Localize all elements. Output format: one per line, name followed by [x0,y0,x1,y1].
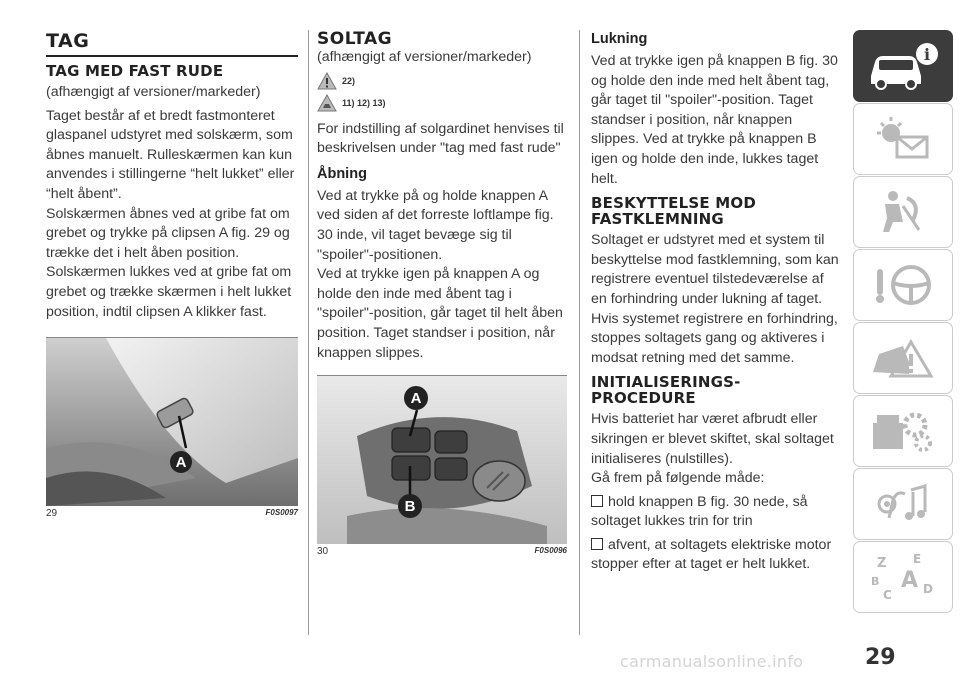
callout-b-label: B [404,497,416,515]
step-text: afvent, at soltagets elektriske motor stopper efter at taget er helt lukket. [591,536,832,573]
car-accident-icon [863,332,943,384]
opening-text: Ved at trykke på og holde knappen A ved siden af det forreste loftlampe fig. 30 inde, vil taget bevæge sig til "spoiler"-positionen. Ved at trykke igen på knappen A og holde den inde med åbent tag i "spoiler"-position, går taget til helt åben position. Taget standser i position, når knappen slippes. [317,187,563,361]
multimedia-icon [863,478,943,530]
note-hand-icon [317,94,337,112]
figure-30-image [317,375,567,544]
warning-ref-label: 22) [342,75,356,86]
checkbox-icon [591,538,603,550]
note-ref-1 [317,92,567,114]
tab-car-info[interactable] [853,30,953,102]
figure-number: 29 [46,508,58,520]
figure-29 [46,337,298,519]
svg-text:E: E [913,552,922,566]
steering-wheel-icon [863,259,943,311]
watermark: carmanualsonline.info [620,652,804,671]
tab-starting-driving[interactable] [853,249,953,321]
figure-30-caption [317,546,567,557]
column-middle [317,30,567,557]
closing-text: Ved at trykke igen på knappen B fig. 30 og holde den inde med helt åbent tag, går taget til "spoiler"-position. Taget standser i position, når knappen slippes. Ved at trykke på knappen B igen og holde den inde, lukkes taget helt. [591,53,838,187]
index-alphabet-icon [863,549,943,605]
init-heading: INITIALISERINGS-PROCEDURE [591,373,741,408]
callout-b-badge [398,494,422,518]
tab-warning-lights[interactable] [853,103,953,175]
tab-safety[interactable] [853,176,953,248]
svg-text:B: B [871,575,880,588]
tab-multimedia[interactable] [853,468,953,540]
svg-text:C: C [883,588,892,602]
protection-heading: BESKYTTELSE MOD FASTKLEMNING [591,194,756,229]
step-item [591,536,841,575]
tab-maintenance[interactable] [853,395,953,467]
svg-text:A: A [901,568,919,593]
availability-note: (afhængigt af versioner/markeder) [46,84,261,100]
callout-a-label: A [410,389,422,407]
step-text: hold knappen B fig. 30 nede, så soltaget lukkes trin for trin [591,493,808,530]
callout-a-badge [404,386,428,410]
svg-text:Z: Z [877,556,887,571]
body-text: Taget består af et bredt fastmonteret glaspanel udstyret med solskærm, som åbnes manuelt. Rulleskærmen kan kun anvendes i stillingerne “helt lukket” eller “helt åbent”. Solskærmen åbnes ved at gribe fat om grebet og trykke på clipsen A fig. 29 og trække det i helt åben position. Solskærmen lukkes ved at gribe fat om grebet og trække skærmen i helt lukket position, indtil clipsen A klikker fast. [46,107,295,320]
figure-code: F0S0096 [534,546,567,556]
tab-index[interactable] [853,541,953,613]
title-rule [46,55,298,57]
car-info-icon [863,40,943,92]
figure-29-caption [46,508,298,519]
sunroof-photo [46,338,298,506]
roof-console-photo [317,376,567,544]
init-text: Hvis batteriet har været afbrudt eller sikringen er blevet skiftet, skal soltaget initialiseres (nulstilles). Gå frem på følgende måde: [591,411,834,487]
column-divider [579,30,580,635]
subsection-title: TAG MED FAST RUDE [46,62,224,80]
opening-heading: Åbning [317,165,367,182]
figure-code: F0S0097 [265,508,298,518]
warning-triangle-icon [317,72,337,90]
figure-number: 30 [317,546,329,558]
warning-light-icon [863,113,943,165]
checkbox-icon [591,495,603,507]
protection-text: Soltaget er udstyret med et system til beskyttelse mod fastklemning, som kan registrere eventuel tilstedeværelse af en forhindring under lukning af taget. Hvis systemet registrere en forhindring, stoppes soltagets gang og aktiveres i modsat retning med det samme. [591,232,839,366]
figure-29-image [46,337,298,506]
callout-a-badge [170,451,192,473]
section-title: TAG [46,30,90,52]
warning-ref-1 [317,70,567,92]
step-item [591,493,841,532]
page-number: 29 [865,645,896,670]
section-title-soltag: SOLTAG [317,29,393,49]
column-divider [308,30,309,635]
airbag-seat-icon [863,186,943,238]
intro-text: For indstilling af solgardinet henvises til beskrivelsen under "tag med fast rude" [317,120,564,157]
note-ref-label: 11) 12) 13) [342,97,386,108]
maintenance-gears-icon [863,405,943,457]
svg-text:i: i [923,45,931,64]
tab-emergency[interactable] [853,322,953,394]
figure-30 [317,375,567,557]
callout-a-label: A [175,453,187,471]
availability-note: (afhængigt af versioner/markeder) [317,49,532,65]
closing-heading: Lukning [591,31,648,47]
svg-text:D: D [923,582,933,596]
column-left [46,30,298,519]
column-right [591,30,841,579]
